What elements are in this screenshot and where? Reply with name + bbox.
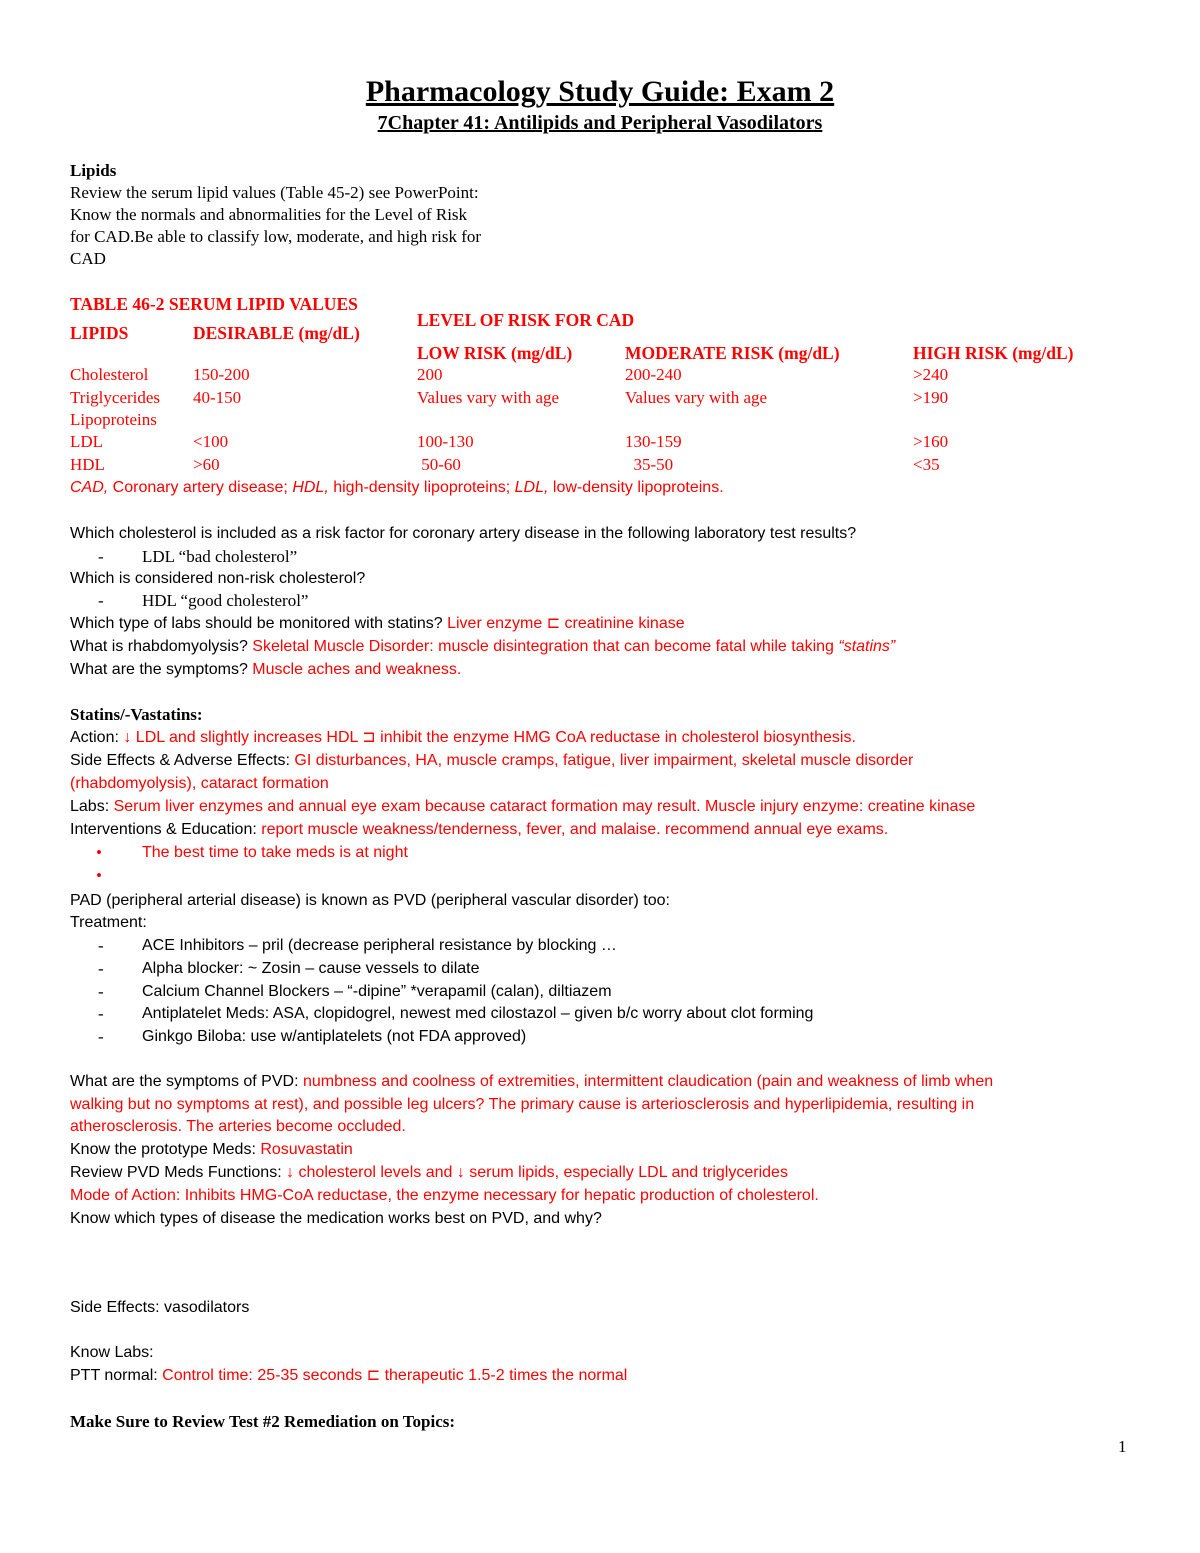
pad-item: ACE Inhibitors – pril (decrease peripheral resistance by blocking …	[142, 937, 617, 954]
statins-interv-label: Interventions & Education:	[70, 821, 262, 838]
table-footnote	[70, 477, 724, 499]
row-desirable: >60	[193, 455, 220, 474]
row-desirable: <100	[193, 432, 229, 451]
answer-3: Liver enzyme ⊏ creatinine kinase	[447, 615, 685, 632]
statins-side-text-2: (rhabdomyolysis), cataract formation	[70, 775, 329, 792]
question-4	[70, 636, 895, 658]
pad-item: Ginkgo Biloba: use w/antiplatelets (not FDA approved)	[142, 1028, 527, 1045]
page-subtitle: 7Chapter 41: Antilipids and Peripheral Vasodilators	[377, 112, 823, 134]
row-high: >160	[913, 432, 949, 451]
bullet-marker: •	[96, 866, 102, 885]
ptt-text: Control time: 25-35 seconds ⊏ therapeutic 1.5-2 times the normal	[162, 1367, 628, 1384]
pvd-symptoms-text-1: numbness and coolness of extremities, intermittent claudication (pain and weakness of limb when	[302, 1073, 994, 1090]
col-header-low: LOW RISK (mg/dL)	[417, 343, 573, 363]
row-lipid: Triglycerides	[70, 388, 161, 407]
row-desirable: 40-150	[193, 388, 242, 407]
row-moderate: 35-50	[625, 455, 674, 474]
statins-interv-text: report muscle weakness/tenderness, fever, and malaise. recommend annual eye exams.	[261, 821, 889, 838]
lipids-line-2: Know the normals and abnormalities for the Level of Risk	[70, 205, 468, 224]
statins-side-label: Side Effects & Adverse Effects:	[70, 752, 295, 769]
dash-marker: -	[98, 547, 104, 566]
row-lipid: Cholesterol	[70, 365, 149, 384]
remediation-note: Make Sure to Review Test #2 Remediation on Topics:	[70, 1412, 456, 1431]
pad-treatment-label: Treatment:	[70, 914, 147, 931]
statins-action-text: ↓ LDL and slightly increases HDL ⊐ inhibit the enzyme HMG CoA reductase in cholesterol biosynthesis.	[123, 729, 856, 746]
side-effects-line: Side Effects: vasodilators	[70, 1299, 250, 1316]
question-3	[70, 613, 685, 635]
page-title: Pharmacology Study Guide: Exam 2	[365, 75, 835, 108]
ptt-line	[70, 1365, 627, 1387]
dash-marker: -	[98, 591, 104, 610]
dash-marker: -	[98, 1027, 104, 1046]
row-low: 50-60	[417, 455, 461, 474]
pad-intro: PAD (peripheral arterial disease) is known as PVD (peripheral vascular disorder) too:	[70, 892, 670, 909]
row-desirable: 150-200	[193, 365, 250, 384]
risk-header: LEVEL OF RISK FOR CAD	[417, 310, 635, 330]
dash-marker: -	[98, 936, 104, 955]
row-moderate: 130-159	[625, 432, 682, 451]
row-low: Values vary with age	[417, 388, 560, 407]
lipids-line-4: CAD	[70, 249, 106, 268]
row-lipid: Lipoproteins	[70, 410, 157, 429]
pvd-functions-label: Review PVD Meds Functions:	[70, 1164, 287, 1181]
col-header-high: HIGH RISK (mg/dL)	[913, 343, 1074, 363]
pad-item: Alpha blocker: ~ Zosin – cause vessels to dilate	[142, 960, 480, 977]
pvd-which-disease: Know which types of disease the medication works best on PVD, and why?	[70, 1210, 602, 1227]
question-5	[70, 659, 461, 681]
row-low: 200	[417, 365, 443, 384]
statins-bullet-1: The best time to take meds is at night	[142, 844, 408, 861]
row-moderate: 200-240	[625, 365, 682, 384]
know-labs: Know Labs:	[70, 1344, 154, 1361]
footnote-text-1: Coronary artery disease;	[108, 479, 293, 496]
statins-side-effects	[70, 750, 913, 772]
question-5-text: What are the symptoms?	[70, 661, 253, 678]
statins-action	[70, 727, 856, 749]
pad-item: Calcium Channel Blockers – “-dipine” *verapamil (calan), diltiazem	[142, 983, 612, 1000]
answer-1: LDL “bad cholesterol”	[142, 547, 298, 566]
footnote-text-3: low-density lipoproteins.	[548, 479, 724, 496]
col-header-lipids: LIPIDS	[70, 323, 129, 343]
dash-marker: -	[98, 1004, 104, 1023]
page-number: 1	[1118, 1437, 1127, 1456]
statins-labs-text: Serum liver enzymes and annual eye exam because cataract formation may result. Muscle injury enzyme: creatine kinase	[113, 798, 976, 815]
pad-item: Antiplatelet Meds: ASA, clopidogrel, newest med cilostazol – given b/c worry about clot forming	[142, 1005, 814, 1022]
pvd-symptoms-text-2: walking but no symptoms at rest), and possible leg ulcers? The primary cause is arteriosclerosis and hyperlipidemia, resulting in	[70, 1096, 975, 1113]
table-caption: TABLE 46-2 SERUM LIPID VALUES	[70, 294, 358, 314]
pvd-symptoms	[70, 1071, 993, 1093]
ptt-label: PTT normal:	[70, 1367, 163, 1384]
question-3-text: Which type of labs should be monitored with statins?	[70, 615, 448, 632]
statins-interventions	[70, 819, 888, 841]
row-moderate: Values vary with age	[625, 388, 768, 407]
pvd-prototype-label: Know the prototype Meds:	[70, 1141, 261, 1158]
answer-2: HDL “good cholesterol”	[142, 591, 309, 610]
statins-side-text: GI disturbances, HA, muscle cramps, fatigue, liver impairment, skeletal muscle disorder	[294, 752, 914, 769]
answer-4: Skeletal Muscle Disorder: muscle disintegration that can become fatal while taking	[252, 638, 839, 655]
bullet-marker: •	[96, 843, 102, 862]
statins-action-label: Action:	[70, 729, 124, 746]
question-1: Which cholesterol is included as a risk factor for coronary artery disease in the following laboratory test results?	[70, 525, 857, 542]
statins-labs	[70, 796, 975, 818]
answer-5: Muscle aches and weakness.	[252, 661, 462, 678]
lipids-line-1: Review the serum lipid values (Table 45-2) see PowerPoint:	[70, 183, 479, 202]
footnote-cad: CAD,	[70, 479, 109, 496]
dash-marker: -	[98, 959, 104, 978]
row-high: >190	[913, 388, 949, 407]
pvd-prototype-text: Rosuvastatin	[260, 1141, 353, 1158]
col-header-desirable: DESIRABLE (mg/dL)	[193, 323, 360, 343]
lipids-line-3: for CAD.Be able to classify low, moderate, and high risk for	[70, 227, 482, 246]
pvd-prototype	[70, 1139, 353, 1161]
footnote-ldl: LDL,	[514, 479, 549, 496]
pvd-functions-text: ↓ cholesterol levels and ↓ serum lipids, especially LDL and triglycerides	[286, 1164, 788, 1181]
col-header-moderate: MODERATE RISK (mg/dL)	[625, 343, 840, 363]
row-low: 100-130	[417, 432, 474, 451]
row-lipid: LDL	[70, 432, 104, 451]
statins-heading: Statins/-Vastatins:	[70, 705, 203, 724]
pvd-symptoms-label: What are the symptoms of PVD:	[70, 1073, 303, 1090]
dash-marker: -	[98, 982, 104, 1001]
footnote-hdl: HDL,	[292, 479, 329, 496]
statins-labs-label: Labs:	[70, 798, 114, 815]
question-4-text: What is rhabdomyolysis?	[70, 638, 253, 655]
row-lipid: HDL	[70, 455, 105, 474]
footnote-text-2: high-density lipoproteins;	[328, 479, 515, 496]
row-high: >240	[913, 365, 949, 384]
row-high: <35	[913, 455, 940, 474]
question-2: Which is considered non-risk cholesterol?	[70, 570, 366, 587]
answer-4-statins: “statins”	[838, 638, 896, 655]
pvd-symptoms-text-3: atherosclerosis. The arteries become occluded.	[70, 1118, 406, 1135]
pvd-mode-of-action: Mode of Action: Inhibits HMG-CoA reductase, the enzyme necessary for hepatic production of cholesterol.	[70, 1187, 819, 1204]
lipids-heading: Lipids	[70, 161, 117, 180]
pvd-functions	[70, 1162, 788, 1184]
